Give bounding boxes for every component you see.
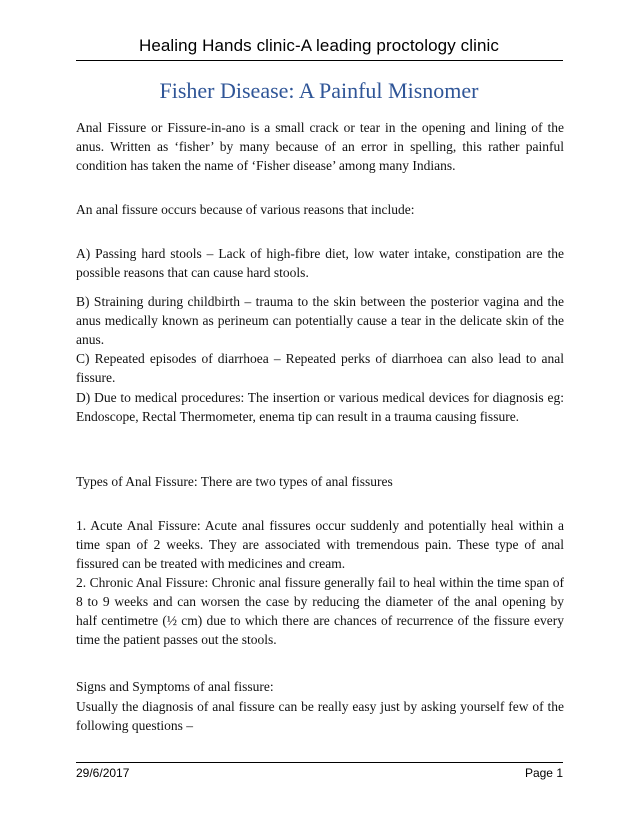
header-divider [76, 60, 563, 61]
document-title: Fisher Disease: A Painful Misnomer [159, 78, 479, 103]
paragraph-reason-c: C) Repeated episodes of diarrhoea – Repeated perks of diarrhoea can also lead to anal fissure. [76, 351, 564, 385]
paragraph-intro: Anal Fissure or Fissure-in-ano is a small crack or tear in the opening and lining of the anus. Written as ‘fisher’ by many because of an error in spelling, this rather painful condition has taken the name of ‘Fisher disease’ among many Indians. [76, 120, 564, 173]
page-header: Healing Hands clinic-A leading proctology clinic [138, 36, 500, 55]
paragraph-reason-b: B) Straining during childbirth – trauma to the skin between the posterior vagina and the anus medically known as perineum can potentially cause a tear in the delicate skin of the anus. [76, 294, 564, 347]
footer-divider [76, 762, 563, 763]
paragraph-types-intro: Types of Anal Fissure: There are two types of anal fissures [76, 474, 393, 489]
paragraph-reason-d: D) Due to medical procedures: The insertion or various medical devices for diagnosis eg: Endoscope, Rectal Thermometer, enema tip can result in a trauma causing fissure. [76, 390, 564, 424]
paragraph-type-chronic: 2. Chronic Anal Fissure: Chronic anal fissure generally fail to heal within the time span of 8 to 9 weeks and can worsen the case by reducing the diameter of the anal opening by half centimetre (½ cm) due to which there are chances of recurrence of the fissure every time the patient passes out the stools. [76, 575, 564, 647]
paragraph-diagnosis: Usually the diagnosis of anal fissure can be really easy just by asking yourself few of the following questions – [76, 699, 564, 733]
footer-page-number: Page 1 [524, 766, 563, 780]
footer-date: 29/6/2017 [76, 766, 130, 780]
paragraph-type-acute: 1. Acute Anal Fissure: Acute anal fissures occur suddenly and potentially heal within a time span of 2 weeks. They are associated with tremendous pain. These type of anal fissured can be treated with medicines and cream. [76, 518, 564, 571]
paragraph-reasons-intro: An anal fissure occurs because of various reasons that include: [76, 202, 415, 217]
paragraph-signs-heading: Signs and Symptoms of anal fissure: [76, 679, 274, 694]
paragraph-reason-a: A) Passing hard stools – Lack of high-fibre diet, low water intake, constipation are the possible reasons that can cause hard stools. [76, 246, 564, 280]
